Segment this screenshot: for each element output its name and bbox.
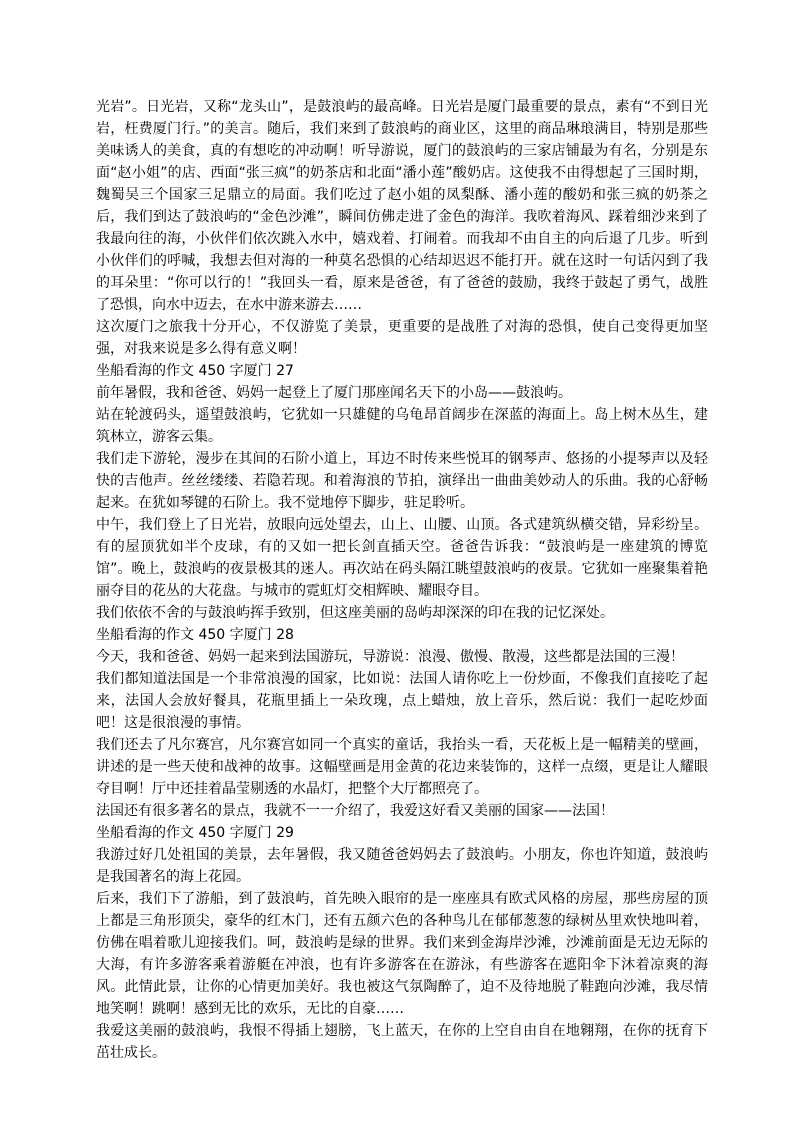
paragraph: 法国还有很多著名的景点，我就不一一介绍了，我爱这好看又美丽的国家——法国！ — [96, 803, 614, 819]
section-heading: 坐船看海的作文 450 字厦门 29 — [96, 825, 294, 841]
paragraph: 这次厦门之旅我十分开心，不仅游览了美景，更重要的是战胜了对海的恐惧，使自己变得更加坚强，对我来说是多么得有意义啊！ — [96, 319, 708, 357]
paragraph: 今天，我和爸爸、妈妈一起来到法国游玩，导游说：浪漫、傲慢、散漫，这些都是法国的三漫！ — [96, 649, 684, 665]
paragraph: 我们都知道法国是一个非常浪漫的国家，比如说：法国人请你吃上一份炒面，不像我们直接吃了起来，法国人会放好餐具，花瓶里插上一朵玫瑰，点上蜡烛，放上音乐，然后说：我们一起吃炒面吧！这是很浪漫的事情。 — [96, 671, 708, 731]
paragraph: 站在轮渡码头，遥望鼓浪屿，它犹如一只雄健的乌龟昂首阔步在深蓝的海面上。岛上树木丛生，建筑林立，游客云集。 — [96, 407, 708, 445]
paragraph: 我爱这美丽的鼓浪屿，我恨不得插上翅膀，飞上蓝天，在你的上空自由自在地翱翔，在你的抚育下茁壮成长。 — [96, 1023, 708, 1061]
document-page — [96, 96, 708, 1064]
section-heading: 坐船看海的作文 450 字厦门 28 — [96, 627, 294, 643]
section-heading: 坐船看海的作文 450 字厦门 27 — [96, 363, 294, 379]
paragraph: 我游过好几处祖国的美景，去年暑假，我又随爸爸妈妈去了鼓浪屿。小朋友，你也许知道，鼓浪屿是我国著名的海上花园。 — [96, 847, 708, 885]
paragraph: 我们走下游轮，漫步在其间的石阶小道上，耳边不时传来些悦耳的钢琴声、悠扬的小提琴声以及轻快的吉他声。丝丝缕缕、若隐若现。和着海浪的节拍，演绎出一曲曲美妙动人的乐曲。我的心舒畅起来。在犹如琴键的石阶上。我不觉地停下脚步，驻足聆听。 — [96, 451, 708, 511]
paragraph: 中午，我们登上了日光岩，放眼向远处望去，山上、山腰、山顶。各式建筑纵横交错，异彩纷呈。有的屋顶犹如半个皮球，有的又如一把长剑直插天空。爸爸告诉我：“鼓浪屿是一座建筑的博览馆”。晚上，鼓浪屿的夜景极其的迷人。再次站在码头隔江眺望鼓浪屿的夜景。它犹如一座聚集着艳丽夺目的花丛的大花盘。与城市的霓虹灯交相辉映、耀眼夺目。 — [96, 517, 708, 599]
paragraph: 光岩”。日光岩，又称“龙头山”，是鼓浪屿的最高峰。日光岩是厦门最重要的景点，素有“不到日光岩，枉费厦门行。”的美言。随后，我们来到了鼓浪屿的商业区，这里的商品琳琅满目，特别是那些美味诱人的美食，真的有想吃的冲动啊！听导游说，厦门的鼓浪屿的三家店铺最为有名，分别是东面“赵小姐”的店、西面“张三疯”的奶茶店和北面“潘小莲”酸奶店。这使我不由得想起了三国时期，魏蜀吴三个国家三足鼎立的局面。我们吃过了赵小姐的凤梨酥、潘小莲的酸奶和张三疯的奶茶之后，我们到达了鼓浪屿的“金色沙滩”，瞬间仿佛走进了金色的海洋。我吹着海风、踩着细沙来到了我最向往的海，小伙伴们依次跳入水中，嬉戏着、打闹着。而我却不由自主的向后退了几步。听到小伙伴们的呼喊，我想去但对海的一种莫名恐惧的心结却迟迟不能打开。就在这时一句话闪到了我的耳朵里：“你可以行的！”我回头一看，原来是爸爸，有了爸爸的鼓励，我终于鼓起了勇气，战胜了恐惧，向水中迈去，在水中游来游去…… — [96, 99, 708, 313]
paragraph: 前年暑假，我和爸爸、妈妈一起登上了厦门那座闻名天下的小岛——鼓浪屿。 — [96, 385, 572, 401]
paragraph: 后来，我们下了游船，到了鼓浪屿，首先映入眼帘的是一座座具有欧式风格的房屋，那些房屋的顶上都是三角形顶尖，豪华的红木门，还有五颜六色的各种鸟儿在郁郁葱葱的绿树丛里欢快地叫着，仿佛在唱着歌儿迎接我们。呵，鼓浪屿是绿的世界。我们来到金海岸沙滩，沙滩前面是无边无际的大海，有许多游客乘着游艇在冲浪，也有许多游客在在游泳，有些游客在遮阳伞下沐着凉爽的海风。此情此景，让你的心情更加美好。我也被这气氛陶醉了，迫不及待地脱了鞋跑向沙滩，我尽情地笑啊！跳啊！感到无比的欢乐，无比的自豪…… — [96, 891, 708, 1017]
paragraph: 我们依依不舍的与鼓浪屿挥手致别，但这座美丽的岛屿却深深的印在我的记忆深处。 — [96, 605, 614, 621]
paragraph: 我们还去了凡尔赛宫，凡尔赛宫如同一个真实的童话，我抬头一看，天花板上是一幅精美的壁画，讲述的是一些天使和战神的故事。这幅壁画是用金黄的花边来装饰的，这样一点缀，更是让人耀眼夺目啊！厅中还挂着晶莹剔透的水晶灯，把整个大厅都照亮了。 — [96, 737, 708, 797]
